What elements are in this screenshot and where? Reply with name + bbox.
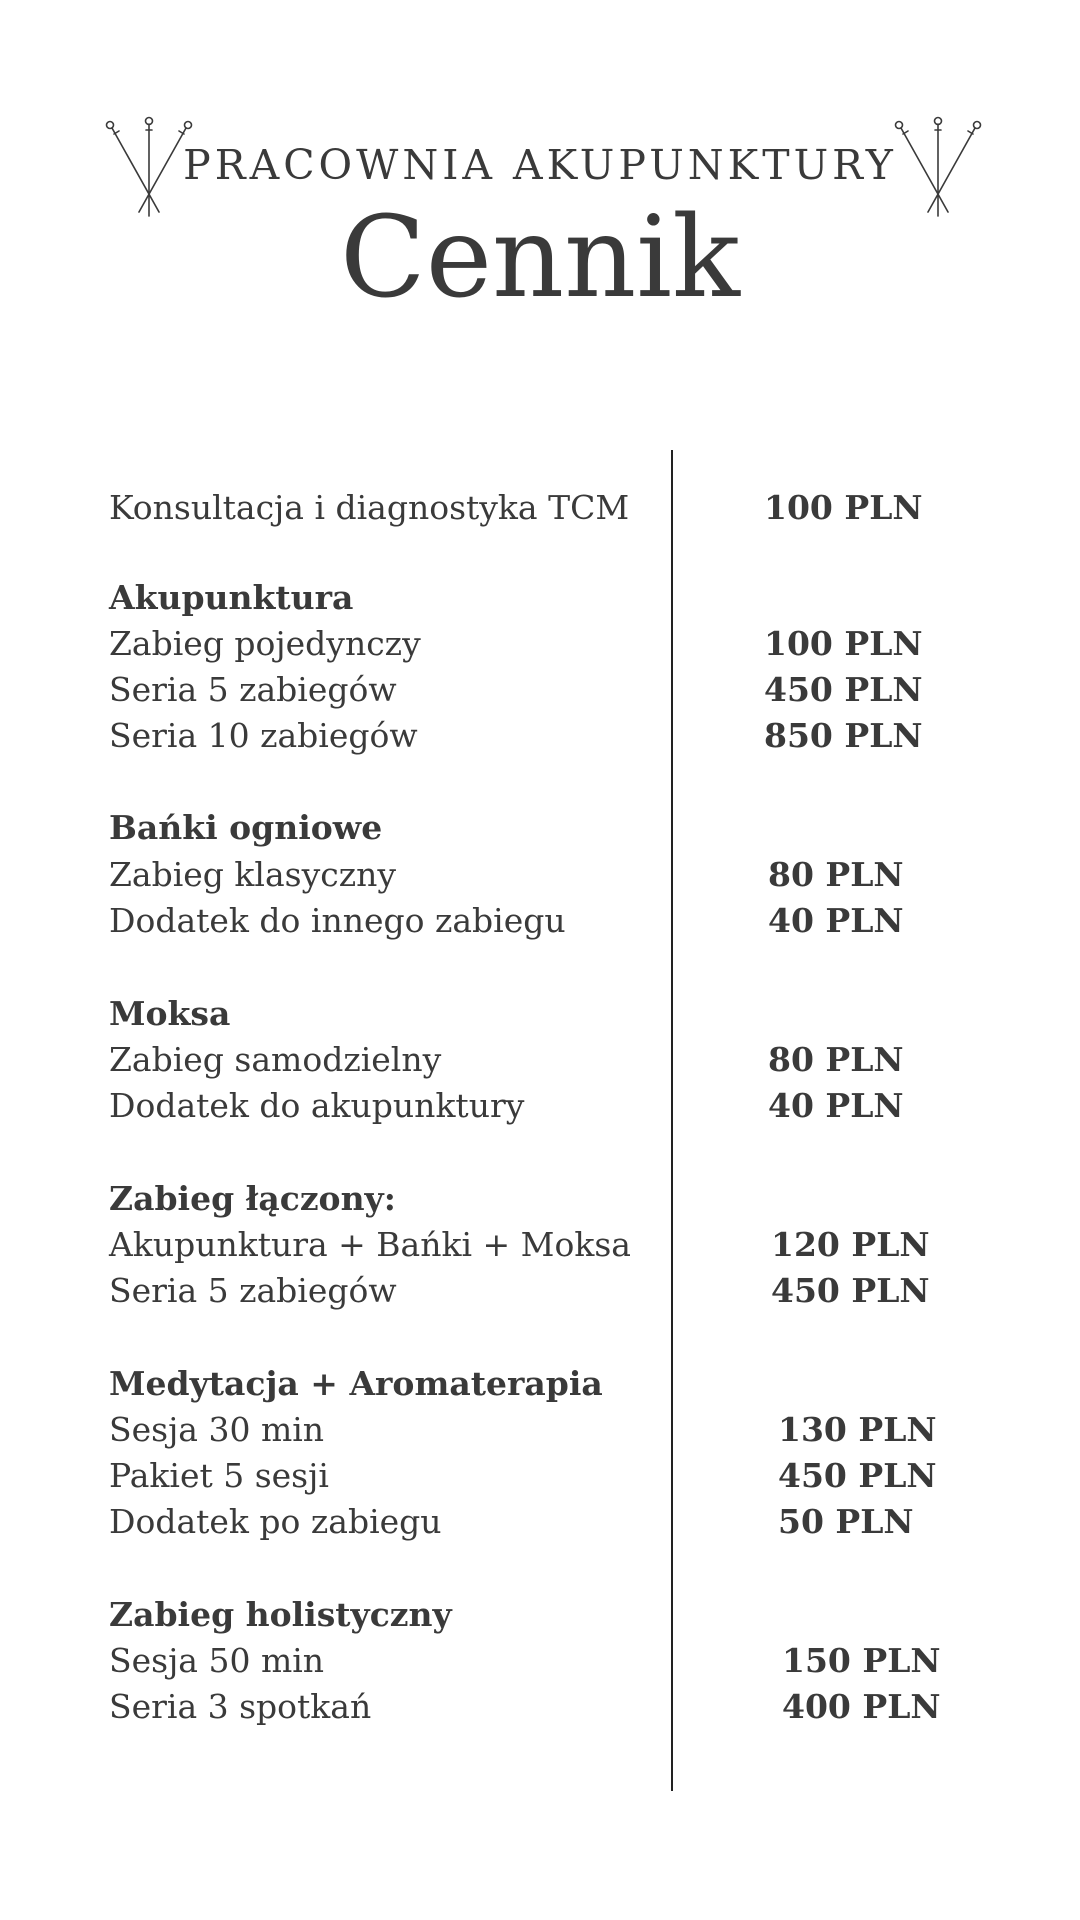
service-price: 150 PLN (782, 1641, 941, 1680)
price-row (109, 621, 1080, 667)
service-name: Zabieg klasyczny (109, 855, 396, 894)
section-heading-laczony: Zabieg łączony: (109, 1179, 396, 1218)
service-name: Seria 5 zabiegów (109, 670, 397, 709)
service-name: Akupunktura + Bańki + Moksa (109, 1225, 631, 1264)
price-row (109, 1222, 1080, 1268)
price-row (109, 898, 1080, 944)
price-row (109, 1407, 1080, 1453)
service-price: 400 PLN (782, 1687, 941, 1726)
service-price: 100 PLN (764, 488, 923, 527)
service-price: 850 PLN (764, 716, 923, 755)
price-row (109, 1037, 1080, 1083)
price-row (109, 1268, 1080, 1314)
service-price: 120 PLN (771, 1225, 930, 1264)
service-price: 40 PLN (768, 1086, 904, 1125)
price-row (109, 713, 1080, 759)
price-row (109, 1453, 1080, 1499)
service-name: Seria 10 zabiegów (109, 716, 418, 755)
service-name: Sesja 50 min (109, 1641, 325, 1680)
service-name: Dodatek do innego zabiegu (109, 901, 566, 940)
section-heading-akupunktura: Akupunktura (109, 578, 354, 617)
price-row (109, 1499, 1080, 1545)
price-row (109, 1684, 1080, 1730)
service-price: 40 PLN (768, 901, 904, 940)
service-name: Seria 3 spotkań (109, 1687, 372, 1726)
service-price: 450 PLN (778, 1456, 937, 1495)
service-name: Dodatek do akupunktury (109, 1086, 525, 1125)
service-price: 80 PLN (768, 1040, 904, 1079)
service-price: 50 PLN (778, 1502, 914, 1541)
service-price: 130 PLN (778, 1410, 937, 1449)
section-heading-moksa: Moksa (109, 994, 231, 1033)
service-price: 100 PLN (764, 624, 923, 663)
service-name: Sesja 30 min (109, 1410, 325, 1449)
service-name: Zabieg samodzielny (109, 1040, 442, 1079)
section-heading-medytacja: Medytacja + Aromaterapia (109, 1364, 603, 1403)
service-name: Zabieg pojedynczy (109, 624, 421, 663)
page-title: Cennik (340, 193, 740, 323)
service-name: Dodatek po zabiegu (109, 1502, 442, 1541)
section-heading-banki: Bańki ogniowe (109, 808, 383, 847)
studio-subtitle: PRACOWNIA AKUPUNKTURY (183, 141, 897, 189)
price-row (109, 1083, 1080, 1129)
service-price: 450 PLN (771, 1271, 930, 1310)
price-row (109, 1638, 1080, 1684)
price-row (109, 485, 1080, 531)
service-name: Konsultacja i diagnostyka TCM (109, 488, 630, 527)
price-row (109, 852, 1080, 898)
service-price: 450 PLN (764, 670, 923, 709)
service-price: 80 PLN (768, 855, 904, 894)
section-heading-holistyczny: Zabieg holistyczny (109, 1595, 452, 1634)
service-name: Seria 5 zabiegów (109, 1271, 397, 1310)
service-name: Pakiet 5 sesji (109, 1456, 329, 1495)
price-row (109, 667, 1080, 713)
